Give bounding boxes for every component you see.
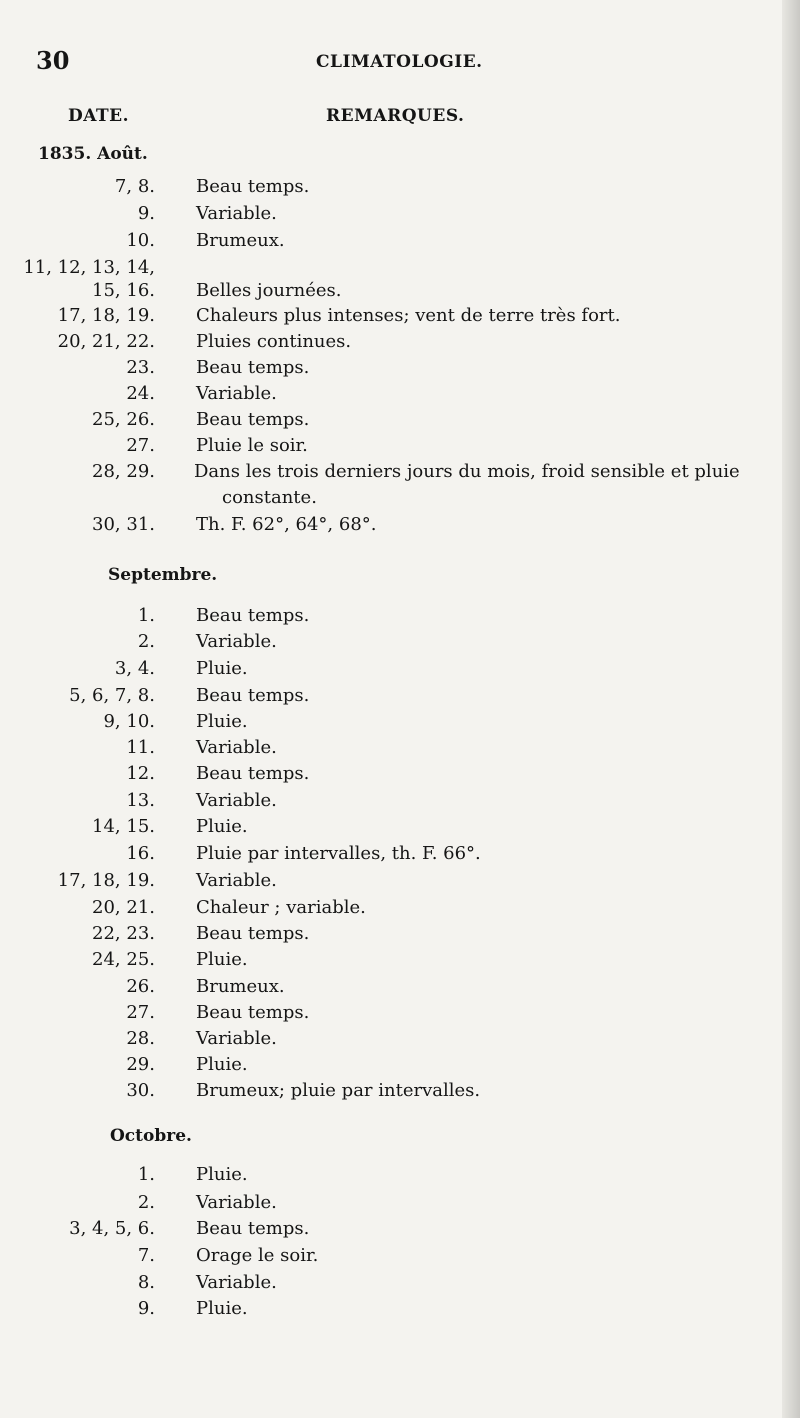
table-row [0, 1245, 780, 1271]
remark-cell: Variable. [196, 1192, 277, 1213]
remark-cell: Dans les trois derniers jours du mois, froid sensible et pluie [194, 461, 740, 482]
table-row [0, 923, 780, 949]
remark-cell: Variable. [196, 1028, 277, 1049]
date-cell: 28. [126, 1028, 155, 1049]
date-cell: 1. [137, 605, 155, 626]
remark-cell: Beau temps. [196, 763, 310, 784]
date-cell: 8. [137, 1272, 155, 1293]
date-cell: 2. [137, 631, 155, 652]
section-title: 1835. Août. [38, 144, 148, 164]
remark-cell: Pluie. [196, 711, 248, 732]
date-cell: 3, 4, 5, 6. [69, 1218, 155, 1239]
table-row [0, 843, 780, 869]
date-cell: 11. [126, 737, 155, 758]
date-cell: 13. [126, 790, 155, 811]
date-cell: 26. [126, 976, 155, 997]
remark-cell: Variable. [196, 870, 277, 891]
date-cell: 9, 10. [103, 711, 155, 732]
date-cell: 27. [126, 1002, 155, 1023]
date-cell: 25, 26. [92, 409, 155, 430]
date-cell: 30, 31. [92, 514, 155, 535]
table-row [0, 461, 780, 487]
remark-cell: Pluies continues. [196, 331, 352, 352]
table-row [0, 1054, 780, 1080]
table-row [0, 790, 780, 816]
remark-cell: Pluie. [196, 1164, 248, 1185]
table-row [0, 949, 780, 975]
remark-cell: Th. F. 62°, 64°, 68°. [196, 514, 377, 535]
remark-cell-continuation: constante. [222, 487, 317, 508]
table-row [0, 658, 780, 684]
remark-cell: Beau temps. [196, 685, 310, 706]
date-cell: 24. [126, 383, 155, 404]
table-row [0, 1218, 780, 1244]
remark-cell: Orage le soir. [196, 1245, 319, 1266]
remark-cell: Brumeux; pluie par intervalles. [196, 1080, 481, 1101]
remark-cell: Chaleurs plus intenses; vent de terre très fort. [196, 305, 621, 326]
remark-cell: Pluie. [196, 816, 248, 837]
remark-cell: Variable. [196, 631, 277, 652]
table-row [0, 1298, 780, 1324]
date-cell: 17, 18, 19. [57, 870, 155, 891]
remark-cell: Pluie. [196, 1054, 248, 1075]
remark-cell: Beau temps. [196, 1002, 310, 1023]
remark-cell: Pluie. [196, 658, 248, 679]
remark-cell: Beau temps. [196, 176, 310, 197]
remark-cell: Variable. [196, 1272, 277, 1293]
table-row [0, 383, 780, 409]
remark-cell: Pluie. [196, 1298, 248, 1319]
date-cell: 15, 16. [92, 280, 155, 301]
remark-cell: Brumeux. [196, 976, 285, 997]
table-row [0, 1192, 780, 1218]
date-cell: 9. [137, 1298, 155, 1319]
table-row [0, 897, 780, 923]
date-cell: 20, 21. [92, 897, 155, 918]
remark-cell: Beau temps. [196, 923, 310, 944]
table-row [0, 514, 780, 540]
remark-cell: Pluie le soir. [196, 435, 308, 456]
table-row [0, 737, 780, 763]
remark-cell: Beau temps. [196, 605, 310, 626]
date-cell: 16. [126, 843, 155, 864]
remark-cell: Pluie. [196, 949, 248, 970]
table-row [0, 487, 780, 513]
remark-cell: Beau temps. [196, 357, 310, 378]
date-cell: 2. [137, 1192, 155, 1213]
remark-cell: Brumeux. [196, 230, 285, 251]
table-row [0, 435, 780, 461]
date-cell: 7, 8. [114, 176, 155, 197]
table-row [0, 605, 780, 631]
table-row [0, 763, 780, 789]
remark-cell: Chaleur ; variable. [196, 897, 366, 918]
table-row [0, 305, 780, 331]
date-cell: 14, 15. [92, 816, 155, 837]
table-row [0, 280, 780, 306]
table-row [0, 203, 780, 229]
remark-cell: Pluie par intervalles, th. F. 66°. [196, 843, 481, 864]
page-number: 30 [36, 46, 70, 75]
date-cell: 7. [137, 1245, 155, 1266]
date-cell: 27. [126, 435, 155, 456]
date-cell: 24, 25. [92, 949, 155, 970]
page-header [0, 46, 800, 76]
table-row [0, 685, 780, 711]
date-cell: 30. [126, 1080, 155, 1101]
remark-cell: Variable. [196, 737, 277, 758]
date-cell: 5, 6, 7, 8. [69, 685, 155, 706]
remark-cell: Beau temps. [196, 1218, 310, 1239]
column-header-date: DATE. [68, 106, 130, 126]
table-row [0, 1080, 780, 1106]
section-title: Septembre. [108, 565, 218, 585]
date-cell: 22, 23. [92, 923, 155, 944]
table-row [0, 1272, 780, 1298]
table-row [0, 1002, 780, 1028]
date-cell: 1. [137, 1164, 155, 1185]
date-cell: 3, 4. [114, 658, 155, 679]
date-cell: 28, 29. [92, 461, 155, 482]
remark-cell: Variable. [196, 383, 277, 404]
date-cell: 12. [126, 763, 155, 784]
column-header-remarks: REMARQUES. [326, 106, 465, 126]
table-row [0, 870, 780, 896]
date-cell: 10. [126, 230, 155, 251]
table-row [0, 711, 780, 737]
remark-cell: Belles journées. [196, 280, 342, 301]
date-cell: 23. [126, 357, 155, 378]
table-row [0, 1164, 780, 1190]
table-row [0, 976, 780, 1002]
table-row [0, 631, 780, 657]
date-cell: 29. [126, 1054, 155, 1075]
date-cell: 20, 21, 22. [57, 331, 155, 352]
remark-cell: Beau temps. [196, 409, 310, 430]
section-title: Octobre. [110, 1126, 192, 1146]
table-row [0, 357, 780, 383]
table-row [0, 331, 780, 357]
remark-cell: Variable. [196, 790, 277, 811]
remark-cell: Variable. [196, 203, 277, 224]
date-cell: 9. [137, 203, 155, 224]
date-cell: 11, 12, 13, 14, [23, 257, 155, 278]
table-row [0, 230, 780, 256]
table-row [0, 1028, 780, 1054]
running-title: CLIMATOLOGIE. [316, 52, 483, 72]
table-row [0, 816, 780, 842]
page-edge-shadow [782, 0, 800, 1418]
table-row [0, 409, 780, 435]
table-row [0, 176, 780, 202]
date-cell: 17, 18, 19. [57, 305, 155, 326]
